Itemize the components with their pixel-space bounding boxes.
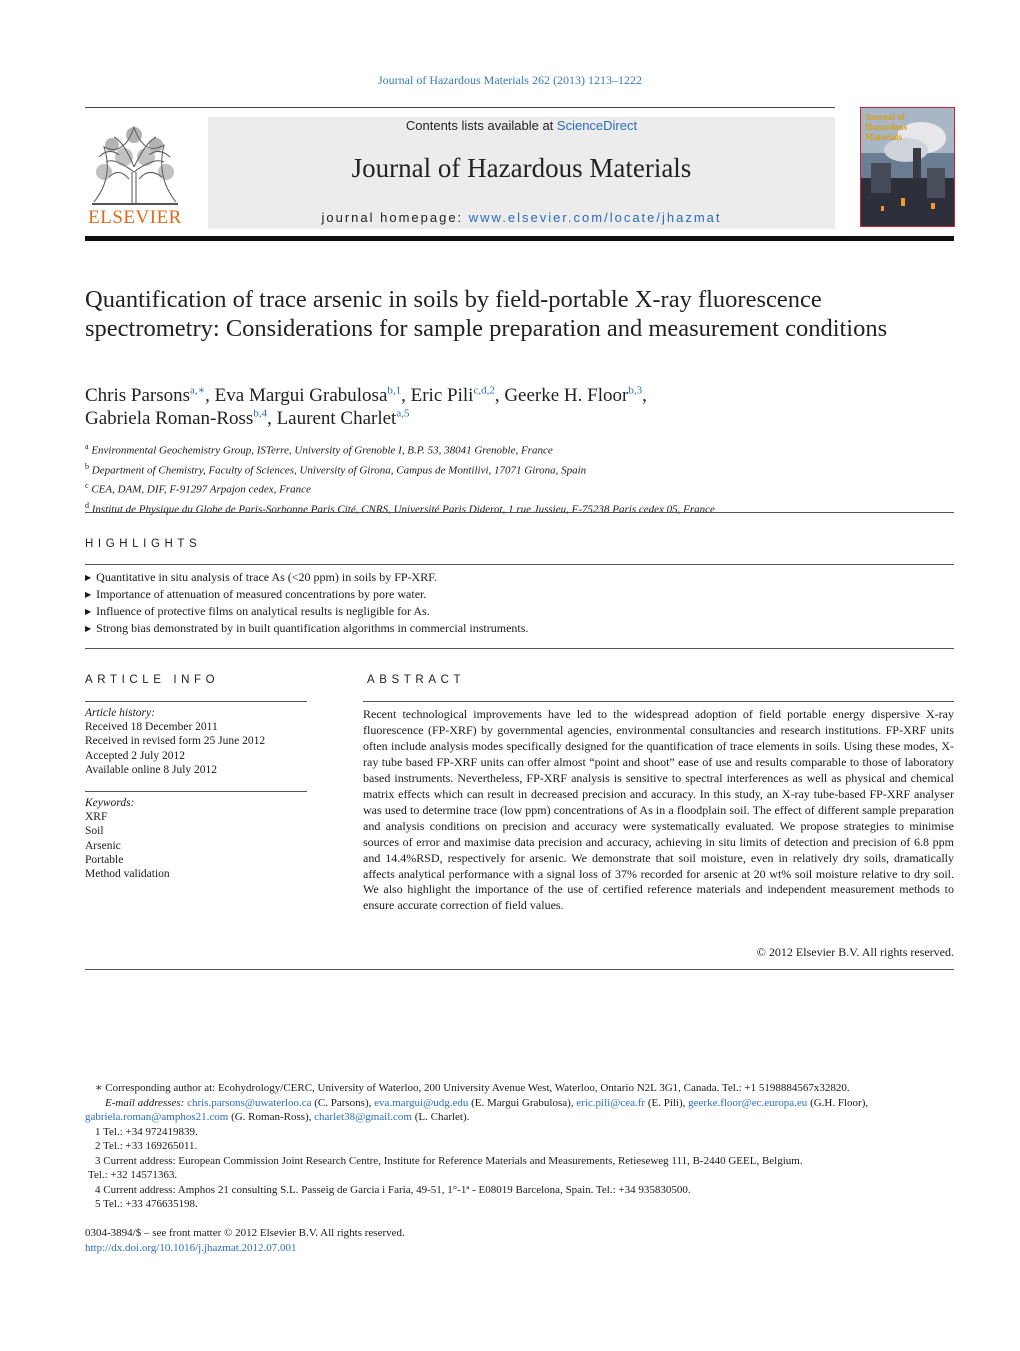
email-link[interactable]: gabriela.roman@amphos21.com [85, 1111, 229, 1123]
author-6[interactable] [277, 408, 410, 429]
header-thick-rule [85, 236, 954, 241]
highlight-item: ▶ Influence of protective films on analytical results is negligible for As. [85, 603, 954, 620]
divider [85, 564, 954, 565]
email-owner: (E. Pili), [645, 1096, 689, 1109]
footnotes [85, 1081, 955, 1212]
author-sup[interactable]: b,3 [628, 384, 643, 397]
homepage-prefix: journal homepage: [321, 210, 469, 225]
abstract-heading: ABSTRACT [367, 674, 466, 686]
article-history [85, 706, 307, 777]
email-owner: (E. Margui Grabulosa), [468, 1096, 577, 1109]
footnote-1: 1 Tel.: +34 972419839. [95, 1125, 198, 1138]
affiliation-b [85, 459, 955, 479]
keyword-item: Method validation [85, 868, 170, 881]
author-1[interactable] [85, 385, 205, 406]
divider [85, 791, 307, 792]
elsevier-logo[interactable] [84, 117, 186, 229]
email-owner: (L. Charlet). [411, 1111, 470, 1123]
author-sup[interactable]: a,5 [396, 407, 410, 420]
keyword-item: Portable [85, 853, 124, 866]
author-name: Chris Parsons [85, 385, 191, 406]
divider [85, 701, 307, 702]
affiliation-text: Department of Chemistry, Faculty of Sciences, University of Girona, Campus de Montilivi, 17071 Girona, Spain [91, 464, 587, 477]
affiliation-d [85, 498, 955, 518]
divider [85, 648, 954, 649]
header-rule [85, 107, 835, 108]
journal-cover[interactable] [860, 107, 955, 227]
sciencedirect-link[interactable]: ScienceDirect [556, 118, 638, 133]
email-owner: (C. Parsons), [311, 1096, 375, 1109]
history-item: Accepted 2 July 2012 [85, 749, 185, 762]
highlight-item: ▶ Importance of attenuation of measured concentrations by pore water. [85, 586, 954, 603]
divider [85, 969, 954, 970]
email-link[interactable]: eric.pili@cea.fr [576, 1096, 646, 1109]
affiliation-c [85, 478, 955, 498]
keyword-item: XRF [85, 811, 108, 824]
email-link[interactable]: charlet38@gmail.com [314, 1111, 412, 1123]
author-3[interactable] [411, 385, 495, 406]
email-addresses-cont [85, 1110, 955, 1125]
cover-title-line-1: Journal of [865, 112, 905, 122]
abstract-text: Recent technological improvements have led to the widespread adoption of field portable energy dispersive X-ray fluorescence (FP-XRF) by governmental agencies, environmental consultancies and research institutions. FP-XRF units often include analysis modes specifically designed for the quantification of trace elements in soils. Using these modes, X-ray tube based FP-XRF units can offer almost “point and shoot” ease of use and results comparable to those of laboratory based instruments. Nevertheless, FP-XRF analysis is sensitive to spectral interferences as well as physical and chemical matrix effects which can result in decreased precision and accuracy. In this study, an X-ray tube-based FP-XRF analyser was used to determine trace (low ppm) concentrations of As in a floodplain soil. The effect of different sample preparation and analysis conditions on precision and accuracy were systematically evaluated. We propose strategies to minimise sources of error and maximise data precision and accuracy, achieving in situ limits of detection and precision of 6.8 ppm and 14.4%RSD, respectively for arsenic. We demonstrate that soil moisture, even in relatively dry soils, dramatically affects analytical performance with a signal loss of 37% recorded for arsenic at 20 wt% soil moisture relative to dry soil. We also highlight the importance of the use of certified reference materials and independent measurement methods to ensure accurate correction of field values. [363, 707, 954, 913]
author-4[interactable] [504, 385, 642, 406]
email-link[interactable]: geerke.floor@ec.europa.eu [688, 1096, 808, 1109]
corresponding-author-note: ∗ Corresponding author at: Ecohydrology/CERC, University of Waterloo, 200 University Avenue West, Waterloo, Ontario N2L 3G1, Canada. Tel.: +1 5198884567x32820. [95, 1082, 850, 1094]
affiliation-key: a [85, 442, 89, 451]
author-name: Gabriela Roman-Ross [85, 408, 254, 429]
cover-title-line-2: Hazardous [865, 122, 908, 132]
author-name: Eric Pili [410, 385, 474, 406]
keywords [85, 796, 307, 881]
history-label: Article history: [85, 707, 155, 719]
contents-prefix: Contents lists available at [405, 118, 557, 133]
publisher-name: ELSEVIER [88, 207, 182, 228]
author-list: Chris Parsons$^{a,∗}$, Eva Margui Grabulosa$^{b,1}$, Eric Pili$^{c,d,2}$, Geerke H. Floor$^{b,3}$, Gabriela Roman-Ross$^{b,4}$, Laurent Charlet$^{a,5}$ [85, 384, 647, 429]
cover-title [865, 112, 907, 142]
footnote-2: 2 Tel.: +33 169265011. [95, 1140, 198, 1152]
footnote-4: 4 Current address: Amphos 21 consulting S.L. Passeig de Garcia i Faria, 49-51, 1°-1ª - E08019 Barcelona, Spain. Tel.: +34 935830500. [95, 1183, 691, 1196]
email-owner: (G.H. Floor), [807, 1096, 869, 1109]
email-link[interactable]: eva.margui@udg.edu [374, 1096, 469, 1109]
footnote-3-cont: Tel.: +32 14571363. [88, 1169, 178, 1181]
history-item: Available online 8 July 2012 [85, 763, 218, 776]
journal-banner [208, 117, 835, 229]
keyword-item: Arsenic [85, 839, 121, 852]
highlights-list [85, 569, 954, 637]
author-name: Eva Margui Grabulosa [214, 385, 388, 406]
email-link[interactable]: chris.parsons@uwaterloo.ca [187, 1096, 312, 1109]
journal-citation[interactable]: Journal of Hazardous Materials 262 (2013) 1213–1222 [378, 73, 642, 87]
email-addresses [85, 1096, 955, 1111]
author-sup[interactable]: a,∗ [190, 384, 206, 397]
author-2[interactable] [215, 385, 401, 406]
author-name: Geerke H. Floor [504, 385, 629, 406]
affiliation-text: CEA, DAM, DIF, F-91297 Arpajon cedex, France [91, 483, 311, 496]
affiliation-a [85, 439, 955, 459]
affiliation-key: c [85, 481, 89, 491]
affiliation-text: Environmental Geochemistry Group, ISTerre, University of Grenoble I, B.P. 53, 38041 Grenoble, France [91, 444, 553, 457]
article-info-heading: ARTICLE INFO [85, 674, 220, 686]
footnote-5: 5 Tel.: +33 476635198. [95, 1198, 198, 1210]
author-name: Laurent Charlet [276, 408, 397, 429]
abstract-copyright: © 2012 Elsevier B.V. All rights reserved. [756, 945, 954, 959]
author-sup[interactable]: b,1 [387, 384, 402, 397]
author-sup[interactable]: c,d,2 [473, 384, 495, 397]
keyword-item: Soil [85, 825, 104, 838]
history-item: Received in revised form 25 June 2012 [85, 735, 266, 748]
footnote-3: 3 Current address: European Commission Joint Research Centre, Institute for Reference Materials and Measurements, Retieseweg 111, B-2440 GEEL, Belgium. [95, 1154, 803, 1167]
doi-link[interactable]: http://dx.doi.org/10.1016/j.jhazmat.2012.07.001 [85, 1242, 297, 1254]
history-item: Received 18 December 2011 [85, 721, 218, 734]
highlight-item: ▶ Quantitative in situ analysis of trace As (<20 ppm) in soils by FP-XRF. [85, 569, 954, 586]
divider [363, 701, 954, 702]
affiliation-key: d [85, 500, 89, 510]
front-matter [85, 1226, 685, 1256]
email-label: E-mail addresses: [105, 1096, 188, 1109]
affiliation-key: b [85, 461, 89, 471]
journal-title[interactable]: Journal of Hazardous Materials [351, 153, 692, 183]
homepage-line [208, 210, 835, 225]
email-owner: (G. Roman-Ross), [228, 1111, 315, 1123]
article-title: Quantification of trace arsenic in soils by field-portable X-ray fluorescence spectrometry: Considerations for sample preparation and measurement conditions [85, 286, 888, 342]
author-sup[interactable]: b,4 [253, 407, 268, 420]
issn-line: 0304-3894/$ – see front matter © 2012 Elsevier B.V. All rights reserved. [85, 1227, 405, 1239]
cover-title-line-3: Materials [865, 132, 902, 142]
affiliations [85, 439, 955, 518]
homepage-link[interactable]: www.elsevier.com/locate/jhazmat [468, 210, 722, 225]
affiliation-text: Institut de Physique du Globe de Paris-Sorbonne Paris Cité, CNRS, Université Paris Diderot, 1 rue Jussieu, F-75238 Paris cedex 05, France [91, 503, 715, 516]
highlight-item: ▶ Strong bias demonstrated by in built quantification algorithms in commercial instruments. [85, 620, 954, 637]
keywords-label: Keywords: [85, 797, 135, 809]
highlights-heading: HIGHLIGHTS [85, 538, 202, 550]
author-5[interactable] [85, 408, 267, 429]
divider [85, 512, 954, 513]
contents-line [208, 118, 835, 133]
